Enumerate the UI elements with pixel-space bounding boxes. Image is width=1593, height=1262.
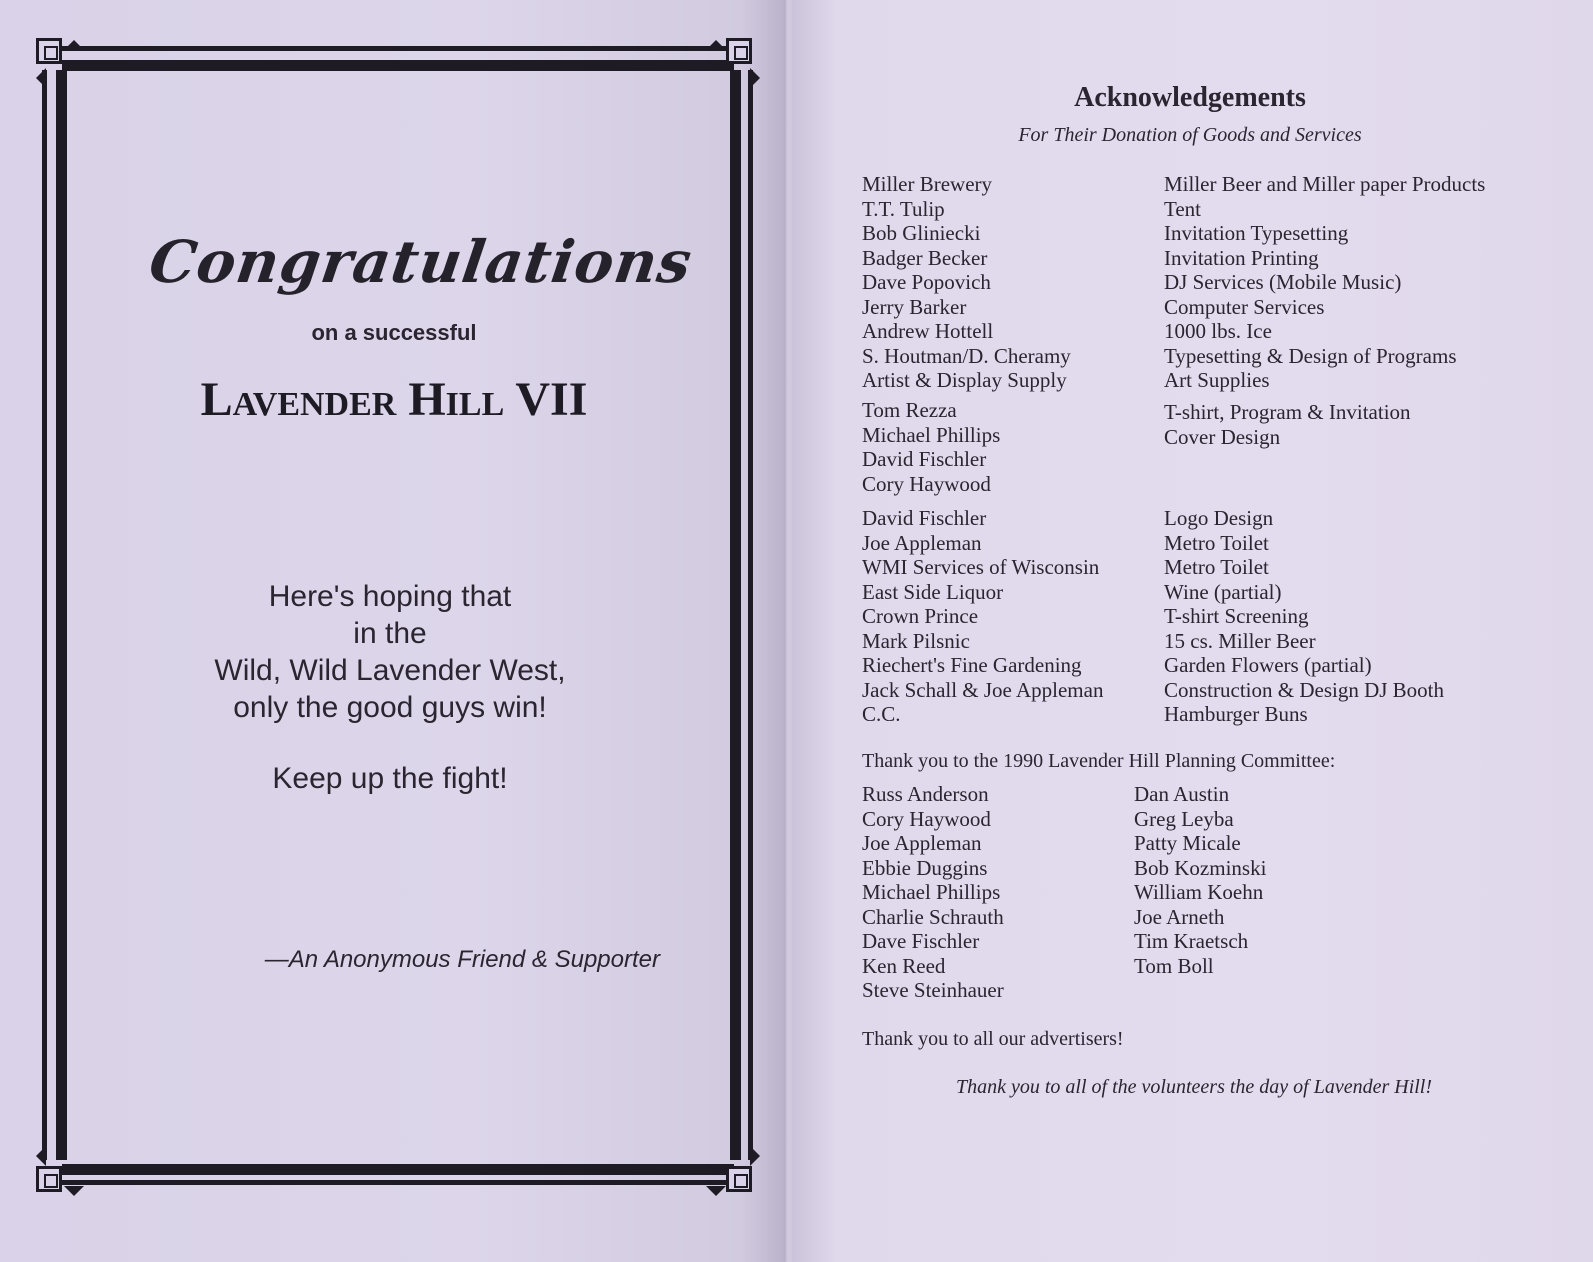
donor-name: C.C. xyxy=(862,702,901,726)
donation-items-group-2 xyxy=(1164,400,1411,449)
donor-name: Badger Becker xyxy=(862,245,988,270)
donation-item: DJ Services (Mobile Music) xyxy=(1164,270,1402,294)
donor-name: East Side Liquor xyxy=(862,579,1004,604)
committee-member: Michael Phillips xyxy=(862,880,1001,904)
committee-member: Cory Haywood xyxy=(862,806,991,831)
donor-name: Bob Gliniecki xyxy=(862,221,981,245)
donation-item: Garden Flowers (partial) xyxy=(1164,653,1372,677)
committee-member: Dan Austin xyxy=(1134,782,1230,806)
donor-name: David Fischler xyxy=(862,506,987,530)
committee-member: Joe Appleman xyxy=(862,831,982,855)
donor-name: T.T. Tulip xyxy=(862,196,945,221)
donor-name: David Fischler xyxy=(862,447,987,471)
donor-names-group-2 xyxy=(862,398,1000,496)
donation-item: Hamburger Buns xyxy=(1164,702,1308,726)
donation-item: Art Supplies xyxy=(1164,368,1270,392)
donor-name: Riechert's Fine Gardening xyxy=(862,653,1082,677)
donation-item: Metro Toilet xyxy=(1164,555,1269,579)
committee-member: Greg Leyba xyxy=(1134,806,1234,831)
committee-member: Tim Kraetsch xyxy=(1134,929,1249,953)
donation-item: Typesetting & Design of Programs xyxy=(1164,343,1457,368)
donor-names-group-3 xyxy=(862,506,1103,727)
donor-name: Tom Rezza xyxy=(862,398,957,422)
donation-item: T-shirt, Program & Invitation xyxy=(1164,400,1411,424)
donation-item: Logo Design xyxy=(1164,506,1274,530)
donor-name: Joe Appleman xyxy=(862,530,982,555)
donation-item: T-shirt Screening xyxy=(1164,604,1309,628)
hoping-line: only the good guys win! xyxy=(233,691,547,724)
congratulations-heading: Congratulations xyxy=(145,228,697,296)
donor-name: Artist & Display Supply xyxy=(862,368,1067,392)
donor-name: Dave Popovich xyxy=(862,270,991,294)
donor-name: Andrew Hottell xyxy=(862,319,994,343)
committee-member: Patty Micale xyxy=(1134,831,1241,855)
acknowledgements-subtitle: For Their Donation of Goods and Services xyxy=(1018,124,1362,146)
committee-member: Tom Boll xyxy=(1134,953,1214,978)
donor-name: Crown Prince xyxy=(862,604,979,628)
book-gutter xyxy=(784,0,792,1262)
signature: —An Anonymous Friend & Supporter xyxy=(264,946,660,973)
donation-items-group-1 xyxy=(1164,172,1485,393)
donor-name: Cory Haywood xyxy=(862,471,991,496)
donation-item: 15 cs. Miller Beer xyxy=(1164,628,1316,653)
donation-item: Tent xyxy=(1164,196,1202,221)
donor-name: S. Houtman/D. Cheramy xyxy=(862,343,1071,368)
donation-item: 1000 lbs. Ice xyxy=(1164,319,1272,343)
donation-item: Computer Services xyxy=(1164,294,1325,319)
fight-message: Keep up the fight! xyxy=(272,762,508,795)
committee-member: Joe Arneth xyxy=(1134,904,1225,929)
donor-name: Mark Pilsnic xyxy=(862,628,970,653)
committee-member: William Koehn xyxy=(1134,880,1264,904)
hoping-line: in the xyxy=(353,617,427,650)
committee-member: Dave Fischler xyxy=(862,929,980,953)
hoping-line: Here's hoping that xyxy=(268,580,512,613)
donation-item: Invitation Printing xyxy=(1164,245,1319,270)
donor-name: Miller Brewery xyxy=(862,172,993,196)
donation-item: Cover Design xyxy=(1164,424,1281,449)
hoping-message xyxy=(150,578,630,726)
donor-name: Jack Schall & Joe Appleman xyxy=(862,677,1104,702)
donation-item: Construction & Design DJ Booth xyxy=(1164,677,1445,702)
donation-item: Invitation Typesetting xyxy=(1164,221,1349,245)
committee-heading: Thank you to the 1990 Lavender Hill Planning Committee: xyxy=(862,750,1336,772)
donation-items-group-3 xyxy=(1164,506,1444,727)
committee-member: Charlie Schrauth xyxy=(862,904,1004,929)
on-success-text: on a successful xyxy=(311,320,477,345)
donation-item: Miller Beer and Miller paper Products xyxy=(1164,172,1486,196)
donor-name: Jerry Barker xyxy=(862,294,967,319)
donor-names-group-1 xyxy=(862,172,1071,393)
committee-list-left xyxy=(862,782,1004,1003)
hoping-line: Wild, Wild Lavender West, xyxy=(214,654,566,687)
donor-name: WMI Services of Wisconsin xyxy=(862,555,1100,579)
donation-item: Wine (partial) xyxy=(1164,579,1282,604)
committee-member: Steve Steinhauer xyxy=(862,978,1004,1002)
acknowledgements-title: Acknowledgements xyxy=(1074,82,1306,113)
advertisers-thanks: Thank you to all our advertisers! xyxy=(862,1028,1124,1050)
volunteers-thanks: Thank you to all of the volunteers the day of Lavender Hill! xyxy=(956,1076,1433,1098)
event-title: Lavender Hill VII xyxy=(200,373,588,426)
donor-name: Michael Phillips xyxy=(862,422,1001,447)
committee-list-right xyxy=(1134,782,1266,978)
committee-member: Bob Kozminski xyxy=(1134,855,1267,880)
committee-member: Ebbie Duggins xyxy=(862,855,988,880)
donation-item: Metro Toilet xyxy=(1164,530,1269,555)
committee-member: Ken Reed xyxy=(862,953,946,978)
committee-member: Russ Anderson xyxy=(862,782,989,806)
